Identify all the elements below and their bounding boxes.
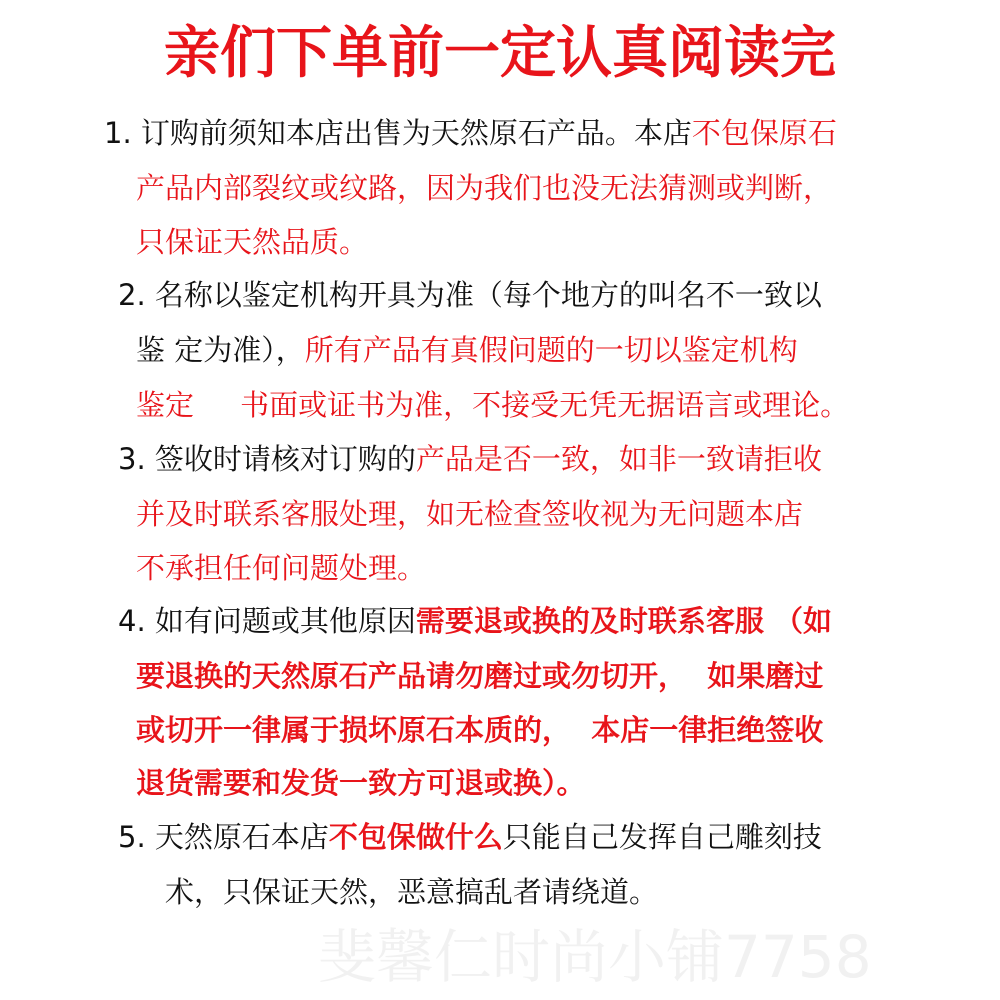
item-5-line-1-text-b: 不包保做什么 <box>328 820 503 854</box>
item-1-line-1-text-a: 1. 订购前须知本店出售为天然原石产品。本店 <box>104 116 692 150</box>
item-4-line-4 <box>136 763 586 803</box>
item-1-line-1-text-b: 不包保原石 <box>691 116 837 150</box>
item-1-line-2 <box>136 168 832 208</box>
item-4-line-3 <box>136 710 823 750</box>
item-4-line-1 <box>118 601 832 641</box>
item-5-line-1-text-a: 5. 天然原石本店 <box>118 820 329 854</box>
item-4-line-3-text: 或切开一律属于损坏原石本质的， 本店一律拒绝签收 <box>136 713 824 747</box>
item-2-line-2 <box>136 330 798 370</box>
item-3-line-3-text: 不承担任何问题处理。 <box>136 551 427 585</box>
item-5-line-2-text: 术，只保证天然，恶意搞乱者请绕道。 <box>165 875 659 909</box>
item-4-line-2 <box>136 656 823 696</box>
item-2-line-3-text: 鉴定 书面或证书为准，不接受无凭无据语言或理论。 <box>136 388 850 422</box>
watermark-text: 斐馨仁时尚小铺7758 <box>318 923 872 991</box>
page-title: 亲们下单前一定认真阅读完 <box>164 21 836 86</box>
item-2-line-3 <box>136 385 849 425</box>
item-2-line-1-text: 2. 名称以鉴定机构开具为准（每个地方的叫名不一致以 <box>118 278 822 312</box>
item-1-line-3 <box>136 222 368 262</box>
item-5-line-2 <box>165 872 658 912</box>
item-3-line-2 <box>136 494 803 534</box>
item-3-line-1-text-a: 3. 签收时请核对订购的 <box>118 442 416 476</box>
item-4-line-1-text-a: 4. 如有问题或其他原因 <box>118 604 416 638</box>
item-3-line-2-text: 并及时联系客服处理，如无检查签收视为无问题本店 <box>136 497 804 531</box>
item-2-line-1 <box>118 275 822 315</box>
item-5-line-1 <box>118 817 822 857</box>
item-5-line-1-text-c: 只能自己发挥自己雕刻技 <box>502 820 822 854</box>
item-3-line-3 <box>136 548 426 588</box>
item-4-line-4-text: 退货需要和发货一致方可退或换）。 <box>136 766 586 800</box>
item-4-line-1-text-b: 需要退或换的及时联系客服 （如 <box>415 604 832 638</box>
item-3-line-1 <box>118 439 822 479</box>
item-2-line-2-text-a: 鉴 定为准）， <box>136 333 305 367</box>
item-1-line-2-text: 产品内部裂纹或纹路，因为我们也没无法猜测或判断， <box>136 171 833 205</box>
item-3-line-1-text-b: 产品是否一致，如非一致请拒收 <box>415 442 822 476</box>
item-4-line-2-text: 要退换的天然原石产品请勿磨过或勿切开， 如果磨过 <box>136 659 824 693</box>
item-1-line-3-text: 只保证天然品质。 <box>136 225 369 259</box>
item-2-line-2-text-b: 所有产品有真假问题的一切以鉴定机构 <box>304 333 798 367</box>
item-1-line-1 <box>104 113 837 153</box>
